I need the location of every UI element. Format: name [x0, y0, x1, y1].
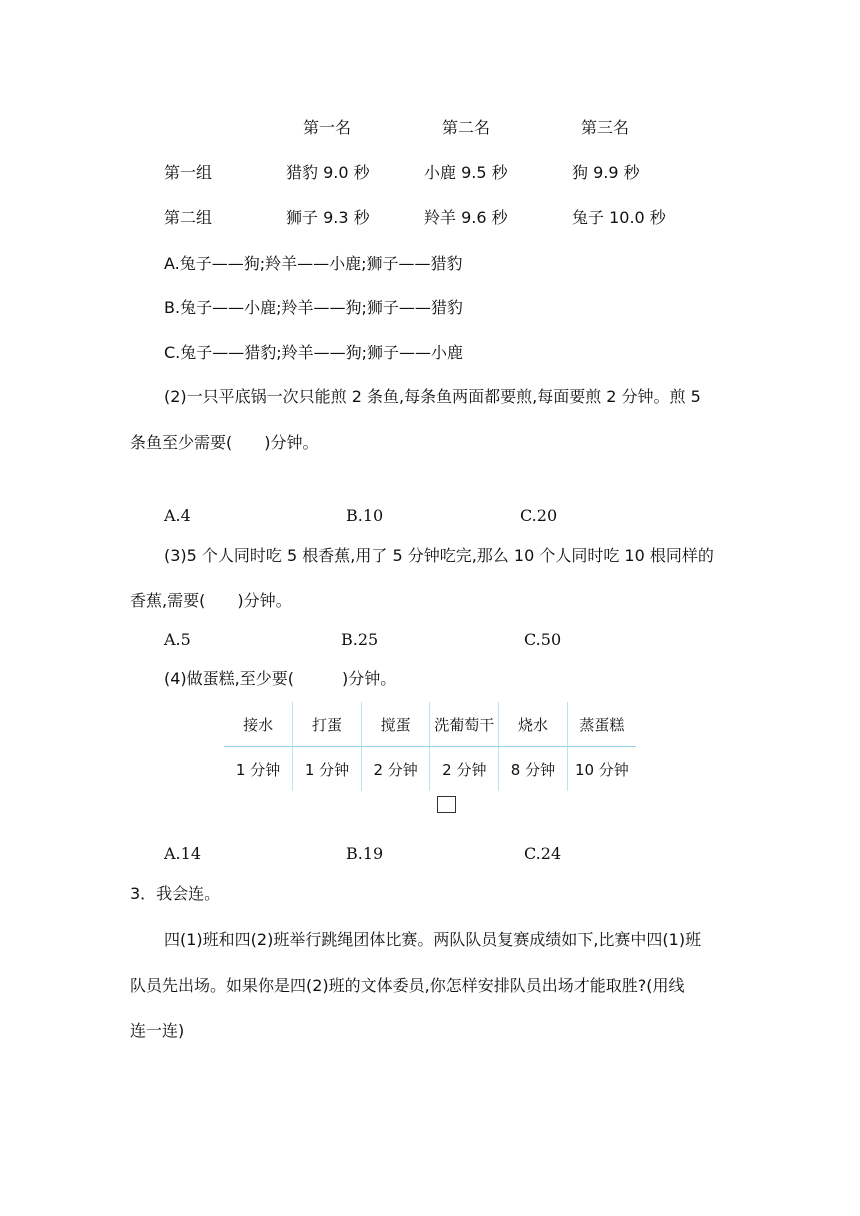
section3-text-line3: 连一连): [130, 1021, 185, 1040]
q4-option-c: C.24: [524, 844, 562, 863]
step-header: 打蛋: [293, 702, 362, 747]
header-first-place: 第一名: [303, 118, 352, 137]
group-2-first: 狮子 9.3 秒: [286, 208, 370, 227]
cake-steps-time-row: [224, 747, 636, 792]
q3-text-line1: (3)5 个人同时吃 5 根香蕉,用了 5 分钟吃完,那么 10 个人同时吃 10 根同样的: [164, 546, 714, 565]
answer-box[interactable]: [437, 796, 456, 813]
group-2-label: 第二组: [164, 208, 213, 227]
group-1-third: 狗 9.9 秒: [572, 163, 640, 182]
q2-option-c: C.20: [520, 506, 558, 525]
q1-option-a: A.兔子——狗;羚羊——小鹿;狮子——猎豹: [164, 254, 463, 273]
step-header: 洗葡萄干: [430, 702, 499, 747]
step-header: 接水: [224, 702, 293, 747]
q2-text-line2: 条鱼至少需要( )分钟。: [130, 433, 319, 452]
group-1-first: 猎豹 9.0 秒: [286, 163, 370, 182]
q4-option-a: A.14: [164, 844, 201, 863]
step-header: 搅蛋: [361, 702, 430, 747]
step-header: 烧水: [499, 702, 568, 747]
q3-text-line2: 香蕉,需要( )分钟。: [130, 591, 292, 610]
step-time: 8 分钟: [499, 747, 568, 792]
group-2-second: 羚羊 9.6 秒: [424, 208, 508, 227]
step-time: 2 分钟: [361, 747, 430, 792]
q2-option-a: A.4: [164, 506, 191, 525]
q4-text: (4)做蛋糕,至少要( )分钟。: [164, 669, 397, 688]
header-third-place: 第三名: [581, 118, 630, 137]
step-time: 2 分钟: [430, 747, 499, 792]
q4-option-b: B.19: [346, 844, 384, 863]
group-1-second: 小鹿 9.5 秒: [424, 163, 508, 182]
step-header: 蒸蛋糕: [567, 702, 636, 747]
header-second-place: 第二名: [442, 118, 491, 137]
section3-text-line2: 队员先出场。如果你是四(2)班的文体委员,你怎样安排队员出场才能取胜?(用线: [130, 976, 685, 995]
section3-text-line1: 四(1)班和四(2)班举行跳绳团体比赛。两队队员复赛成绩如下,比赛中四(1)班: [164, 930, 702, 949]
cake-steps-header-row: [224, 702, 636, 747]
step-time: 1 分钟: [235, 760, 281, 779]
q1-option-c: C.兔子——猎豹;羚羊——狗;狮子——小鹿: [164, 343, 464, 362]
q3-option-c: C.50: [524, 630, 562, 649]
step-time: 1 分钟: [293, 747, 362, 792]
q1-option-b: B.兔子——小鹿;羚羊——狗;狮子——猎豹: [164, 298, 463, 317]
q2-text-line1: (2)一只平底锅一次只能煎 2 条鱼,每条鱼两面都要煎,每面要煎 2 分钟。煎 5: [164, 387, 701, 406]
group-1-label: 第一组: [164, 163, 213, 182]
q3-option-b: B.25: [341, 630, 379, 649]
q3-option-a: A.5: [164, 630, 191, 649]
step-time: 10 分钟: [567, 747, 636, 792]
group-2-third: 兔子 10.0 秒: [572, 208, 666, 227]
q2-option-b: B.10: [346, 506, 384, 525]
section3-title: 3．我会连。: [130, 884, 221, 903]
cake-steps-table: [224, 702, 636, 791]
